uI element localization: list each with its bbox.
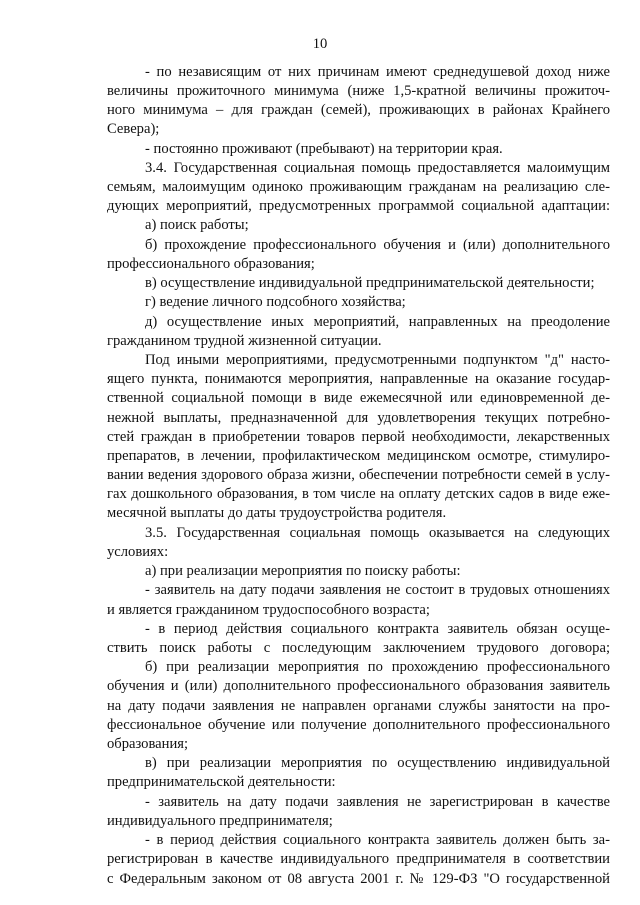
text-line: предпринимательской деятельности: [107, 774, 336, 790]
text-line: ящего пункта, понимаются мероприятия, направленные на оказание государ- [107, 371, 610, 387]
text-line: д) осуществление иных мероприятий, направленных на преодоление [145, 314, 610, 330]
text-line: ственной социальной помощи в виде ежемесячной или единовременной де- [107, 390, 610, 406]
text-line: индивидуального предпринимателя; [107, 813, 333, 829]
text-line: - в период действия социального контракта заявитель обязан осуще- [145, 621, 610, 637]
text-line: а) поиск работы; [145, 217, 249, 233]
text-line: Под иными мероприятиями, предусмотренными подпунктом "д" насто- [145, 352, 610, 368]
text-line: обучения и (или) дополнительного профессионального образования заявитель [107, 678, 610, 694]
text-line: условиях: [107, 544, 169, 560]
text-line: гах дошкольного образования, в том числе на оплату детских садов в виде еже- [107, 486, 610, 502]
text-line: - по независящим от них причинам имеют среднедушевой доход ниже [145, 64, 610, 80]
text-line: 3.5. Государственная социальная помощь оказывается на следующих [145, 525, 610, 541]
text-line: а) при реализации мероприятия по поиску работы: [145, 563, 461, 579]
text-line: б) при реализации мероприятия по прохождению профессионального [145, 659, 610, 675]
text-line: г) ведение личного подсобного хозяйства; [145, 294, 406, 310]
text-line: регистрирован в качестве индивидуального предпринимателя в соответствии [107, 851, 610, 867]
text-line: б) прохождение профессионального обучения и (или) дополнительного [145, 237, 610, 253]
text-line: - заявитель на дату подачи заявления не состоит в трудовых отношениях [145, 582, 610, 598]
text-line: препаратов, в лечении, профилактическом медицинском осмотре, стимулиро- [107, 448, 610, 464]
text-line: стей граждан в приобретении товаров первой необходимости, лекарственных [107, 429, 610, 445]
text-line: фессиональное обучение или получение дополнительного профессионального [107, 717, 610, 733]
text-line: - постоянно проживают (пребывают) на территории края. [145, 141, 503, 157]
text-line: нежной выплаты, предназначенной для удовлетворения текущих потребно- [107, 410, 610, 426]
text-line: семьям, малоимущим одиноко проживающим гражданам на реализацию сле- [107, 179, 610, 195]
text-line: и является гражданином трудоспособного возраста; [107, 602, 430, 618]
page-number: 10 [312, 36, 328, 52]
text-line: в) при реализации мероприятия по осуществлению индивидуальной [145, 755, 610, 771]
text-line: с Федеральным законом от 08 августа 2001 г. № 129-ФЗ "О государственной [107, 871, 610, 887]
text-line: гражданином трудной жизненной ситуации. [107, 333, 382, 349]
text-line: ного минимума – для граждан (семей), проживающих в районах Крайнего [107, 102, 610, 118]
text-line: в) осуществление индивидуальной предпринимательской деятельности; [145, 275, 595, 291]
text-line: месячной выплаты до даты трудоустройства родителя. [107, 505, 447, 521]
text-line: Севера); [107, 121, 160, 137]
text-line: ствить поиск работы с последующим заключением трудового договора; [107, 640, 610, 656]
text-line: профессионального образования; [107, 256, 315, 272]
text-line: вании ведения здорового образа жизни, обеспечении потребности семей в услу- [107, 467, 610, 483]
text-line: - заявитель на дату подачи заявления не зарегистрирован в качестве [145, 794, 610, 810]
text-line: дующих мероприятий, предусмотренных программой социальной адаптации: [107, 198, 610, 214]
text-line: образования; [107, 736, 189, 752]
text-line: на дату подачи заявления не направлен органами службы занятости на про- [107, 698, 610, 714]
text-line: - в период действия социального контракта заявитель должен быть за- [145, 832, 610, 848]
text-line: 3.4. Государственная социальная помощь предоставляется малоимущим [145, 160, 610, 176]
text-line: величины прожиточного минимума (ниже 1,5-кратной величины прожиточ- [107, 83, 610, 99]
